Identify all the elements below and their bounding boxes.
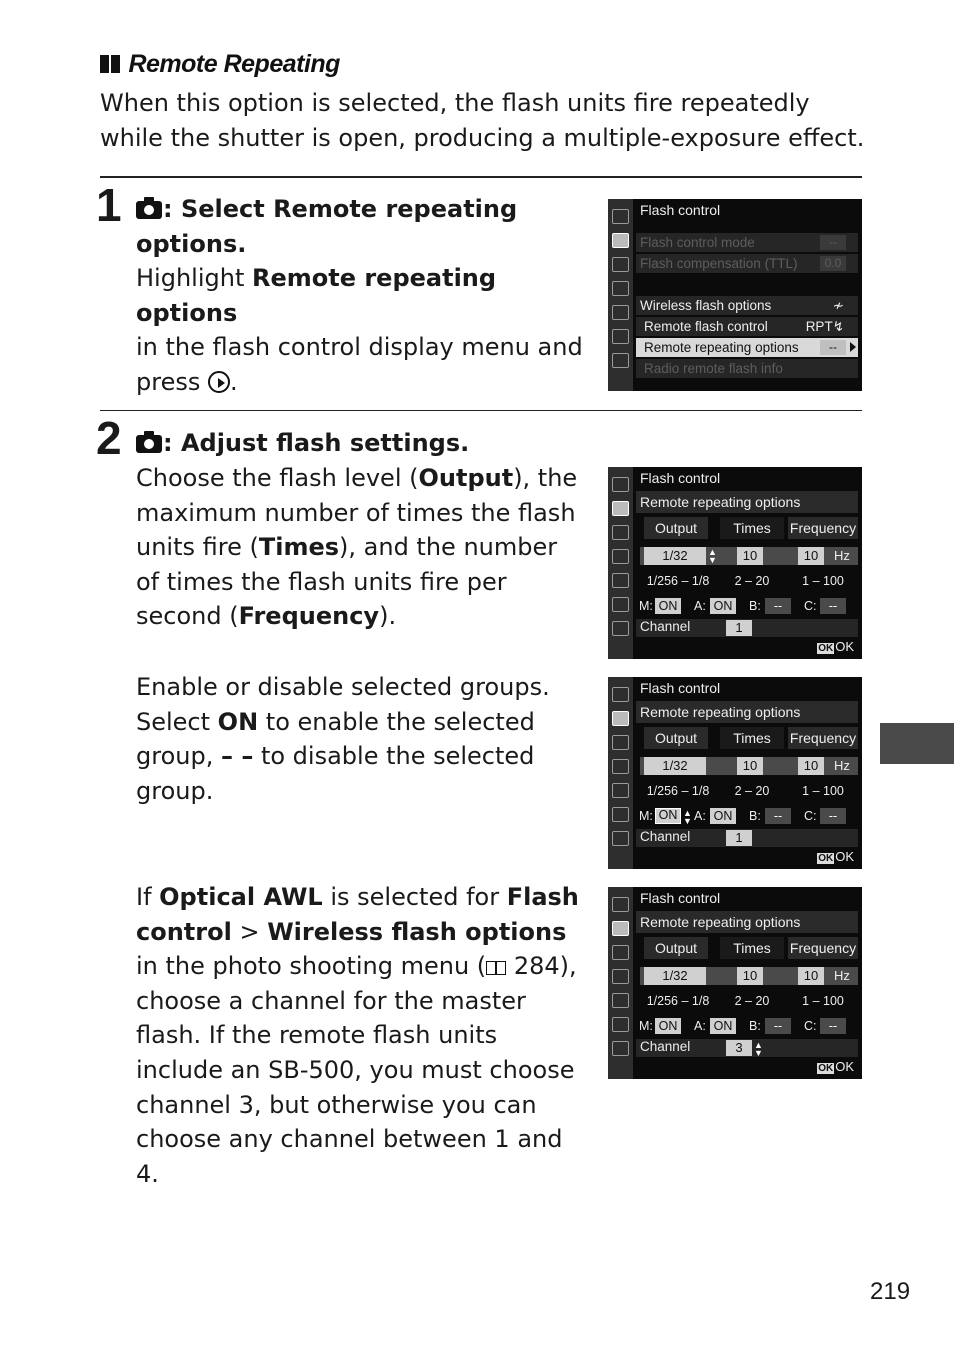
step2-heading: : Adjust flash settings.	[136, 426, 586, 461]
times-value[interactable]: 10	[737, 757, 763, 775]
column-output: Output	[644, 727, 708, 749]
group-m-label: M:	[639, 809, 653, 823]
retouch-menu-icon	[612, 1017, 629, 1032]
screen-title: Flash control	[640, 202, 721, 218]
group-a-label: A:	[694, 1019, 706, 1033]
group-c-label: C:	[804, 809, 817, 823]
step1-heading: : Select Remote repeating options.	[136, 195, 518, 258]
section-title: Remote Repeating	[100, 50, 340, 79]
ok-button[interactable]: OK OK	[818, 639, 854, 654]
output-value[interactable]: 1/32	[644, 757, 706, 775]
playback-menu-icon	[612, 209, 629, 224]
channel-label: Channel	[640, 1039, 691, 1054]
my-menu-icon	[612, 353, 629, 368]
chapter-thumb-tab	[880, 723, 954, 764]
times-range: 2 – 20	[734, 574, 770, 588]
setup-menu-icon	[612, 573, 629, 588]
channel-label: Channel	[640, 829, 691, 844]
column-output: Output	[644, 517, 708, 539]
column-frequency: Frequency	[788, 937, 858, 959]
camera-icon	[136, 201, 162, 219]
movie-menu-icon	[612, 257, 629, 272]
group-m-toggle[interactable]: ON	[655, 1018, 681, 1034]
menu-sidebar	[608, 677, 633, 869]
group-c-label: C:	[804, 599, 817, 613]
photo-shooting-menu-icon	[612, 501, 629, 516]
step1-line2: in the flash control display menu and	[136, 333, 583, 362]
retouch-menu-icon	[612, 597, 629, 612]
my-menu-icon	[612, 1041, 629, 1056]
movie-menu-icon	[612, 945, 629, 960]
menu-item-wireless-flash-options[interactable]: Wireless flash options ≁	[636, 296, 858, 315]
custom-settings-icon	[612, 549, 629, 564]
ok-key-icon: OK	[818, 1063, 834, 1074]
custom-settings-icon	[612, 759, 629, 774]
times-range: 2 – 20	[734, 994, 770, 1008]
menu-item-flash-control-mode[interactable]: Flash control mode --	[636, 233, 858, 252]
custom-settings-icon	[612, 281, 629, 296]
step1-line3: press .	[136, 367, 238, 396]
menu-item-remote-repeating-options[interactable]: Remote repeating options --	[636, 338, 858, 357]
section-intro: When this option is selected, the flash units fire repeatedly while the shutter is open, producing a multiple-exposure effect.	[100, 89, 865, 152]
up-down-arrows-icon: ▲ ▼	[754, 1040, 763, 1058]
output-range: 1/256 – 1/8	[646, 784, 710, 798]
step2-para-groups: Enable or disable selected groups. Select ON to enable the selected group, – – to disable the selected group.	[136, 673, 550, 805]
photo-shooting-menu-icon	[612, 921, 629, 936]
times-range: 2 – 20	[734, 784, 770, 798]
movie-menu-icon	[612, 735, 629, 750]
channel-value[interactable]: 3	[726, 1040, 752, 1056]
frequency-value[interactable]: 10	[798, 757, 824, 775]
frequency-unit: Hz	[834, 968, 850, 983]
step-number: 1	[96, 179, 122, 231]
step-number: 2	[96, 412, 122, 464]
setup-menu-icon	[612, 993, 629, 1008]
column-frequency: Frequency	[788, 727, 858, 749]
channel-label: Channel	[640, 619, 691, 634]
camera-icon	[136, 435, 162, 453]
frequency-value[interactable]: 10	[798, 547, 824, 565]
page-number: 219	[870, 1278, 911, 1305]
ok-key-icon: OK	[818, 643, 834, 654]
retouch-menu-icon	[612, 807, 629, 822]
column-times: Times	[720, 517, 784, 539]
divider	[100, 176, 862, 178]
page-reference-icon	[486, 961, 506, 975]
group-m-toggle[interactable]: ON	[655, 598, 681, 614]
output-range: 1/256 – 1/8	[646, 574, 710, 588]
step2-para-channel: If Optical AWL is selected for Flash control > Wireless flash options in the photo shooting menu ( 284), choose a channel for the master flash. If the remote flash units include an SB-500, you must choose channel 3, but otherwise you can choose any channel between 1 and 4.	[136, 883, 579, 1188]
group-b-label: B:	[749, 1019, 761, 1033]
menu-item-remote-flash-control[interactable]: Remote flash control RPT↯	[636, 317, 858, 336]
camera-screen-remote-repeating-1	[608, 467, 862, 659]
menu-item-flash-compensation[interactable]: Flash compensation (TTL) 0.0	[636, 254, 858, 273]
frequency-range: 1 – 100	[802, 574, 844, 588]
group-b-label: B:	[749, 809, 761, 823]
times-value[interactable]: 10	[737, 547, 763, 565]
step2-para-output: Choose the flash level (Output), the maximum number of times the flash units fire (Times), and the number of times the flash units fire per second (Frequency).	[136, 464, 578, 631]
channel-value[interactable]: 1	[726, 620, 752, 636]
divider	[100, 410, 862, 411]
arrow-right-icon	[850, 342, 856, 352]
group-a-toggle[interactable]: ON	[710, 1018, 736, 1034]
setup-menu-icon	[612, 783, 629, 798]
photo-shooting-menu-icon	[612, 233, 629, 248]
group-c-label: C:	[804, 1019, 817, 1033]
screen-subtitle: Remote repeating options	[636, 491, 858, 513]
ok-key-icon: OK	[818, 853, 834, 864]
playback-menu-icon	[612, 897, 629, 912]
group-m-label: M:	[639, 1019, 653, 1033]
group-m-toggle[interactable]: ON	[655, 808, 681, 824]
screen-subtitle: Remote repeating options	[636, 911, 858, 933]
group-a-label: A:	[694, 599, 706, 613]
column-output: Output	[644, 937, 708, 959]
my-menu-icon	[612, 831, 629, 846]
group-b-toggle[interactable]: --	[765, 598, 791, 614]
movie-menu-icon	[612, 525, 629, 540]
multi-selector-right-icon	[208, 371, 230, 393]
frequency-unit: Hz	[834, 548, 850, 563]
column-frequency: Frequency	[788, 517, 858, 539]
menu-sidebar	[608, 887, 633, 1079]
frequency-unit: Hz	[834, 758, 850, 773]
up-down-arrows-icon: ▲ ▼	[683, 808, 692, 826]
menu-item-radio-remote-flash-info[interactable]: Radio remote flash info	[636, 359, 858, 378]
screen-title: Flash control	[640, 890, 721, 906]
output-value[interactable]: 1/32	[644, 547, 706, 565]
column-times: Times	[720, 727, 784, 749]
frequency-range: 1 – 100	[802, 994, 844, 1008]
group-m-label: M:	[639, 599, 653, 613]
frequency-range: 1 – 100	[802, 784, 844, 798]
photo-shooting-menu-icon	[612, 711, 629, 726]
step1-text	[136, 192, 596, 400]
group-a-toggle[interactable]: ON	[710, 808, 736, 824]
output-range: 1/256 – 1/8	[646, 994, 710, 1008]
screen-title: Flash control	[640, 470, 721, 486]
up-down-arrows-icon: ▲ ▼	[708, 547, 717, 565]
ok-button[interactable]: OK OK	[818, 1059, 854, 1074]
group-c-toggle[interactable]: --	[820, 808, 846, 824]
retouch-menu-icon	[612, 329, 629, 344]
group-b-label: B:	[749, 599, 761, 613]
step1-line1: Highlight Remote repeating options	[136, 264, 497, 327]
ok-button[interactable]: OK OK	[818, 849, 854, 864]
group-b-toggle[interactable]: --	[765, 808, 791, 824]
group-c-toggle[interactable]: --	[820, 1018, 846, 1034]
column-times: Times	[720, 937, 784, 959]
playback-menu-icon	[612, 687, 629, 702]
setup-menu-icon	[612, 305, 629, 320]
screen-subtitle: Remote repeating options	[636, 701, 858, 723]
times-value[interactable]: 10	[737, 967, 763, 985]
playback-menu-icon	[612, 477, 629, 492]
output-value[interactable]: 1/32	[644, 967, 706, 985]
camera-screen-flash-control	[608, 199, 862, 391]
custom-settings-icon	[612, 969, 629, 984]
screen-title: Flash control	[640, 680, 721, 696]
camera-screen-remote-repeating-2	[608, 677, 862, 869]
menu-sidebar	[608, 467, 633, 659]
group-a-toggle[interactable]: ON	[710, 598, 736, 614]
channel-value[interactable]: 1	[726, 830, 752, 846]
camera-screen-remote-repeating-3	[608, 887, 862, 1079]
group-c-toggle[interactable]: --	[820, 598, 846, 614]
group-a-label: A:	[694, 809, 706, 823]
my-menu-icon	[612, 621, 629, 636]
group-b-toggle[interactable]: --	[765, 1018, 791, 1034]
frequency-value[interactable]: 10	[798, 967, 824, 985]
menu-sidebar	[608, 199, 633, 391]
